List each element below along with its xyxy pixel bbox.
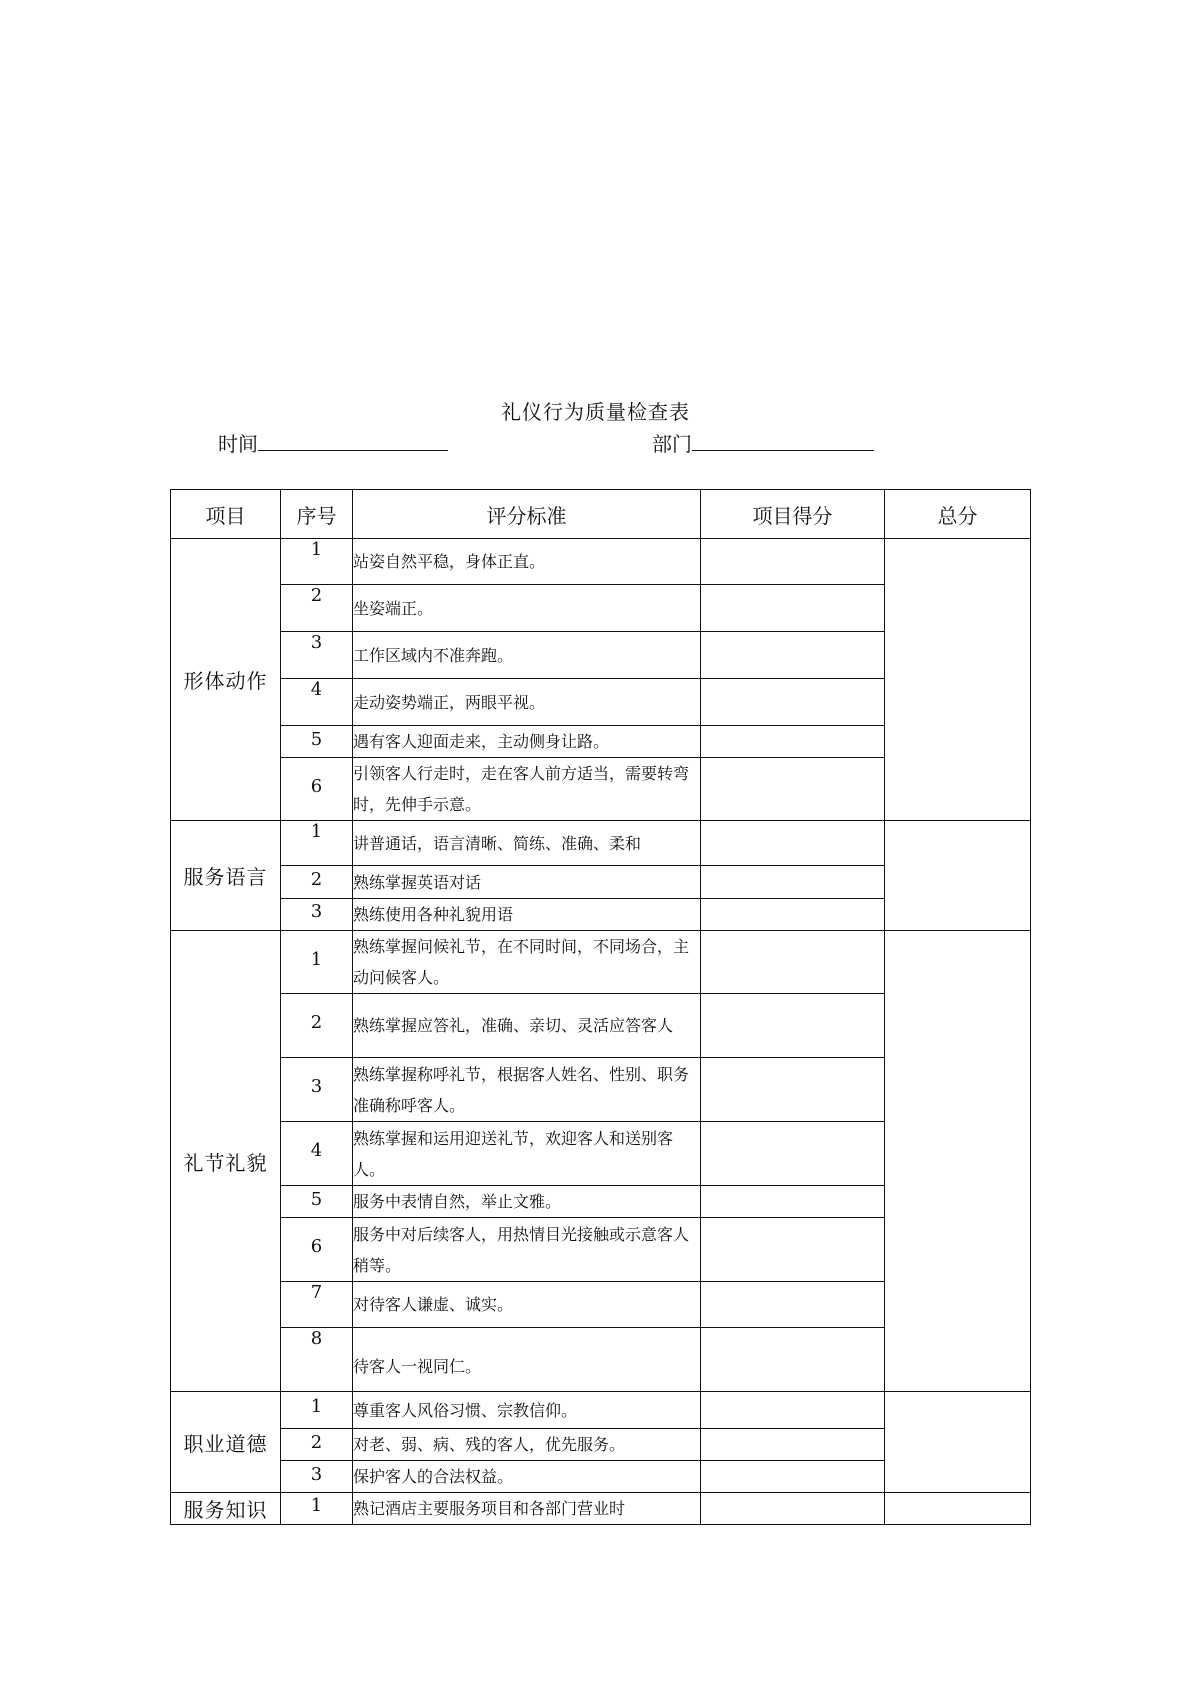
category-cell: 礼节礼貌	[171, 931, 281, 1392]
category-cell: 职业道德	[171, 1392, 281, 1493]
criteria-text: 坐姿端正。	[353, 585, 701, 632]
criteria-text: 熟练掌握和运用迎送礼节，欢迎客人和送别客人。	[353, 1122, 701, 1186]
inspection-table	[170, 489, 1031, 1525]
item-score-cell[interactable]	[701, 726, 885, 758]
table-row	[171, 539, 1031, 585]
header-item-score: 项目得分	[701, 490, 885, 539]
criteria-text: 待客人一视同仁。	[353, 1328, 701, 1392]
time-field	[218, 428, 448, 457]
item-score-cell[interactable]	[701, 679, 885, 726]
header-total-score: 总分	[885, 490, 1031, 539]
criteria-text: 熟练掌握英语对话	[353, 866, 701, 899]
row-number: 4	[281, 1122, 353, 1186]
item-score-cell[interactable]	[701, 931, 885, 994]
item-score-cell[interactable]	[701, 539, 885, 585]
item-score-cell[interactable]	[701, 632, 885, 679]
item-score-cell[interactable]	[701, 758, 885, 821]
item-score-cell[interactable]	[701, 1058, 885, 1122]
category-cell: 形体动作	[171, 539, 281, 821]
item-score-cell[interactable]	[701, 899, 885, 931]
table-row	[171, 821, 1031, 866]
table-row	[171, 1392, 1031, 1429]
row-number: 3	[281, 1058, 353, 1122]
row-number: 1	[281, 931, 353, 994]
department-field	[652, 428, 874, 457]
row-number: 1	[281, 1493, 353, 1525]
header-category: 项目	[171, 490, 281, 539]
criteria-text: 对待客人谦虚、诚实。	[353, 1282, 701, 1328]
table-row	[171, 1493, 1031, 1525]
row-number: 8	[281, 1328, 353, 1392]
table-row	[171, 931, 1031, 994]
row-number: 5	[281, 1186, 353, 1218]
criteria-text: 讲普通话，语言清晰、简练、准确、柔和	[353, 821, 701, 866]
item-score-cell[interactable]	[701, 585, 885, 632]
row-number: 1	[281, 539, 353, 585]
header-number: 序号	[281, 490, 353, 539]
item-score-cell[interactable]	[701, 1461, 885, 1493]
criteria-text: 工作区域内不准奔跑。	[353, 632, 701, 679]
item-score-cell[interactable]	[701, 1186, 885, 1218]
department-label: 部门	[652, 432, 692, 456]
total-score-cell[interactable]	[885, 821, 1031, 931]
row-number: 3	[281, 1461, 353, 1493]
criteria-text: 熟练掌握应答礼，准确、亲切、灵活应答客人	[353, 994, 701, 1058]
criteria-text: 服务中表情自然，举止文雅。	[353, 1186, 701, 1218]
row-number: 2	[281, 585, 353, 632]
row-number: 7	[281, 1282, 353, 1328]
item-score-cell[interactable]	[701, 866, 885, 899]
document-title: 礼仪行为质量检查表	[501, 400, 690, 424]
criteria-text: 熟记酒店主要服务项目和各部门营业时	[353, 1493, 701, 1525]
item-score-cell[interactable]	[701, 1282, 885, 1328]
item-score-cell[interactable]	[701, 1218, 885, 1282]
item-score-cell[interactable]	[701, 1392, 885, 1429]
criteria-text: 熟练使用各种礼貌用语	[353, 899, 701, 931]
row-number: 4	[281, 679, 353, 726]
item-score-cell[interactable]	[701, 1328, 885, 1392]
criteria-text: 尊重客人风俗习惯、宗教信仰。	[353, 1392, 701, 1429]
row-number: 1	[281, 1392, 353, 1429]
row-number: 5	[281, 726, 353, 758]
criteria-text: 对老、弱、病、残的客人，优先服务。	[353, 1429, 701, 1461]
criteria-text: 遇有客人迎面走来，主动侧身让路。	[353, 726, 701, 758]
row-number: 2	[281, 1429, 353, 1461]
category-cell: 服务语言	[171, 821, 281, 931]
row-number: 6	[281, 758, 353, 821]
total-score-cell[interactable]	[885, 1392, 1031, 1493]
criteria-text: 引领客人行走时，走在客人前方适当，需要转弯时，先伸手示意。	[353, 758, 701, 821]
item-score-cell[interactable]	[701, 1429, 885, 1461]
criteria-text: 服务中对后续客人，用热情目光接触或示意客人稍等。	[353, 1218, 701, 1282]
item-score-cell[interactable]	[701, 821, 885, 866]
row-number: 3	[281, 632, 353, 679]
row-number: 6	[281, 1218, 353, 1282]
time-label: 时间	[218, 432, 258, 456]
criteria-text: 熟练掌握问候礼节，在不同时间，不同场合，主动问候客人。	[353, 931, 701, 994]
criteria-text: 保护客人的合法权益。	[353, 1461, 701, 1493]
item-score-cell[interactable]	[701, 994, 885, 1058]
criteria-text: 熟练掌握称呼礼节，根据客人姓名、性别、职务准确称呼客人。	[353, 1058, 701, 1122]
time-blank-line	[258, 432, 448, 451]
row-number: 1	[281, 821, 353, 866]
category-cell: 服务知识	[171, 1493, 281, 1525]
header-row	[171, 490, 1031, 539]
criteria-text: 走动姿势端正，两眼平视。	[353, 679, 701, 726]
row-number: 3	[281, 899, 353, 931]
row-number: 2	[281, 866, 353, 899]
criteria-text: 站姿自然平稳，身体正直。	[353, 539, 701, 585]
header-criteria: 评分标准	[353, 490, 701, 539]
item-score-cell[interactable]	[701, 1122, 885, 1186]
item-score-cell[interactable]	[701, 1493, 885, 1525]
total-score-cell[interactable]	[885, 1493, 1031, 1525]
department-blank-line	[692, 432, 874, 451]
total-score-cell[interactable]	[885, 931, 1031, 1392]
row-number: 2	[281, 994, 353, 1058]
total-score-cell[interactable]	[885, 539, 1031, 821]
